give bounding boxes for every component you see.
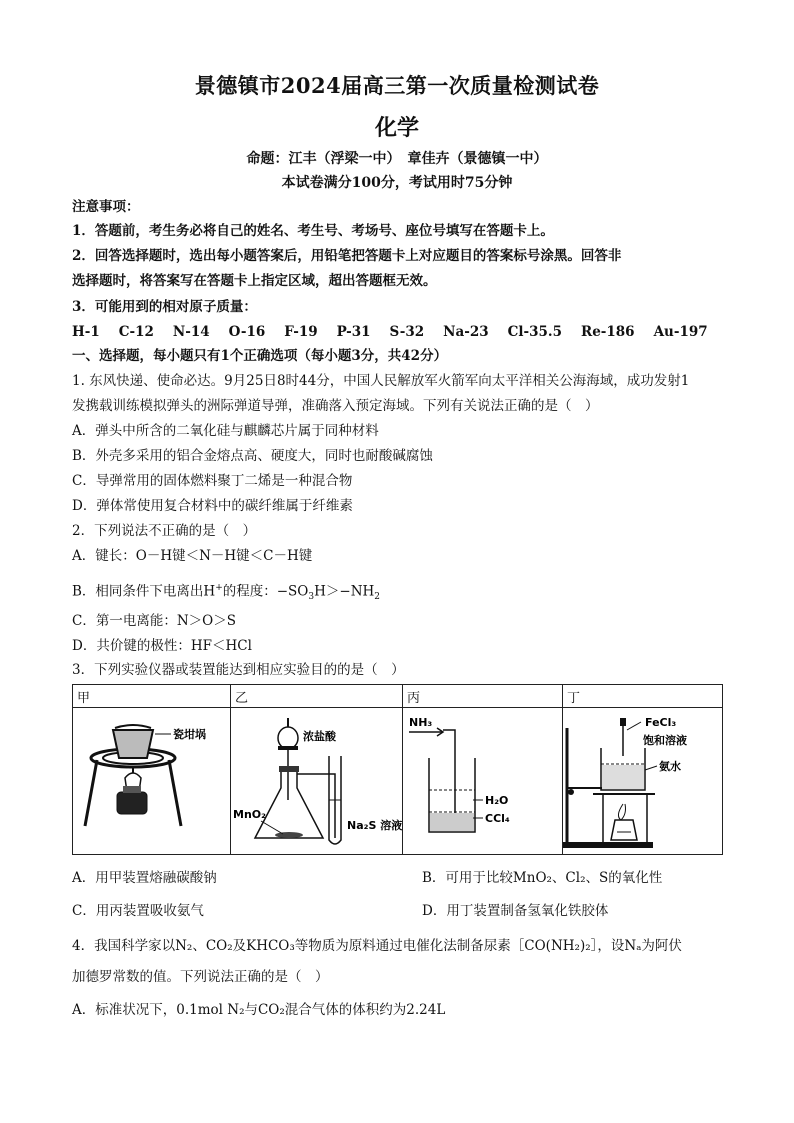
atom-mass: Re-186: [580, 324, 635, 340]
notice-item-2b: 选择题时，将答案写在答题卡上指定区域，超出答题框无效。: [72, 273, 437, 289]
q2-option-c: C．第一电离能：N＞O＞S: [72, 613, 236, 629]
q3-stem: 3．下列实验仪器或装置能达到相应实验目的的是（ ）: [72, 662, 405, 678]
q2-b-sup: +: [215, 583, 223, 593]
section-heading: 一、选择题，每小题只有1个正确选项（每小题3分，共42分）: [72, 348, 448, 364]
q4-stem-a: 4．我国科学家以N₂、CO₂及KHCO₃等物质为原料通过电催化法制备尿素［CO(NH₂)₂］，设Nₐ为阿伏: [72, 938, 682, 954]
atom-mass: F-19: [284, 324, 318, 340]
atom-mass: C-12: [118, 324, 154, 340]
q1-option-a: A．弹头中所含的二氧化硅与麒麟芯片属于同种材料: [72, 423, 379, 439]
label-na2s: Na₂S 溶液: [347, 819, 403, 832]
notice-item-2a: 2．回答选择题时，选出每小题答案后，用铅笔把答题卡上对应题目的答案标号涂黑。回答非: [72, 248, 622, 264]
atom-mass: Cl-35.5: [507, 324, 562, 340]
label-water: H₂O: [485, 794, 509, 807]
atom-mass: Na-23: [443, 324, 489, 340]
chlorine-generator-diagram: [231, 708, 403, 854]
label-ammonia: 氨水: [659, 760, 681, 773]
q3-option-d: D．用丁装置制备氢氧化铁胶体: [422, 903, 609, 919]
header-jia: 甲: [73, 685, 231, 708]
notice-heading: 注意事项：: [72, 199, 140, 215]
figure-ding: [563, 708, 723, 855]
label-saturated: 饱和溶液: [643, 734, 687, 747]
q3-row-cd: [72, 901, 732, 921]
exam-info: 本试卷满分100分，考试用时75分钟: [281, 175, 513, 191]
atom-mass: O-16: [228, 324, 266, 340]
q1-option-b: B．外壳多采用的铝合金熔点高、硬度大，同时也耐酸碱腐蚀: [72, 448, 433, 464]
label-ccl4: CCl₄: [485, 812, 510, 825]
label-crucible: 瓷坩埚: [173, 728, 206, 741]
apparatus-table: [72, 684, 723, 855]
q4-stem-b: 加德罗常数的值。下列说法正确的是（ ）: [72, 969, 329, 985]
label-fecl3: FeCl₃: [645, 716, 677, 729]
atomic-masses: [72, 322, 732, 342]
notice-item-3: 3．可能用到的相对原子质量：: [72, 299, 257, 315]
atom-mass: H-1: [72, 324, 100, 340]
q3-row-ab: [72, 868, 732, 888]
q2-stem: 2．下列说法不正确的是（ ）: [72, 523, 257, 539]
label-nh3-gas: NH₃: [409, 716, 433, 729]
q2-option-a: A．键长：O－H键＜N－H键＜C－H键: [72, 548, 313, 564]
subject-title: 化学: [374, 115, 419, 141]
authors-line: 命题：江丰（浮梁一中） 章佳卉（景德镇一中）: [246, 151, 548, 167]
figure-yi: [231, 708, 403, 855]
q4-option-a: A．标准状况下，0.1mol N₂与CO₂混合气体的体积约为2.24L: [72, 1002, 446, 1018]
crucible-heating-diagram: [73, 708, 231, 854]
q1-option-c: C．导弹常用的固体燃料聚丁二烯是一种混合物: [72, 473, 353, 489]
header-ding: 丁: [563, 685, 723, 708]
q1-stem-a: 1. 东风快递、使命必达。9月25日8时44分，中国人民解放军火箭军向太平洋相关公海海域，成功发射1: [72, 373, 690, 389]
atom-mass: P-31: [336, 324, 371, 340]
notice-item-1: 1．答题前，考生务必将自己的姓名、考生号、考场号、座位号填写在答题卡上。: [72, 223, 554, 239]
q1-stem-b: 发携载训练模拟弹头的洲际弹道导弹，准确落入预定海域。下列有关说法正确的是（ ）: [72, 398, 599, 414]
figure-jia: [73, 708, 231, 855]
q2-option-d: D．共价键的极性：HF＜HCl: [72, 638, 252, 654]
q3-option-a: A．用甲装置熔融碳酸钠: [72, 870, 217, 886]
atom-mass: S-32: [389, 324, 425, 340]
label-hcl: 浓盐酸: [303, 730, 336, 743]
q3-option-b: B．可用于比较MnO₂、Cl₂、S的氧化性: [422, 870, 663, 886]
exam-title: 景德镇市2024届高三第一次质量检测试卷: [194, 73, 600, 98]
q2-b-text: B．相同条件下电离出H: [72, 583, 216, 600]
q2-b-text: H＞−NH: [314, 583, 375, 600]
q2-b-text: 的程度：−SO: [222, 583, 309, 600]
colloid-preparation-diagram: [563, 708, 723, 854]
ammonia-absorption-diagram: [403, 708, 563, 854]
q1-option-d: D．弹体常使用复合材料中的碳纤维属于纤维素: [72, 498, 353, 514]
header-yi: 乙: [231, 685, 403, 708]
q3-option-c: C．用丙装置吸收氨气: [72, 903, 204, 919]
q2-b-sub: 3: [308, 592, 315, 603]
q2-option-b: [72, 578, 732, 607]
header-bing: 丙: [403, 685, 563, 708]
atom-mass: N-14: [172, 324, 210, 340]
label-mno2: MnO₂: [233, 808, 266, 821]
q2-b-sub: 2: [374, 592, 381, 603]
figure-bing: [403, 708, 563, 855]
atom-mass: Au-197: [653, 324, 708, 340]
